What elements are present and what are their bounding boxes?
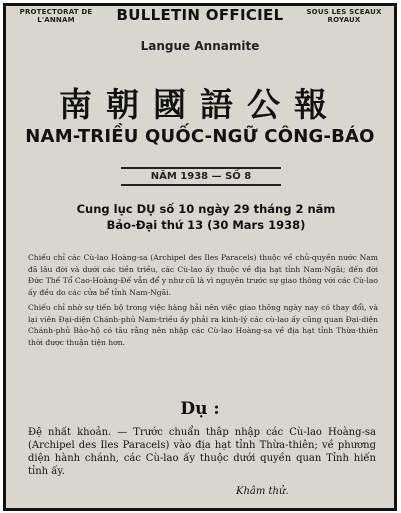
issue-number: NĂM 1938 — SỐ 8 [121, 167, 281, 186]
decree-heading-line2: Bảo-Đại thứ 13 (30 Mars 1938) [106, 218, 306, 232]
chinese-title: 南朝國語公報 [59, 85, 341, 124]
decree-heading-line1: Cung lục DỤ số 10 ngày 29 tháng 2 năm [76, 202, 336, 216]
decree-paragraph-1: Chiếu chỉ các Cù-lao Hoàng-sa (Archipel des Iles Paracels) thuộc về chủ-quyền nước Nam đã lâu đời và dưới các tiền triều, các Cù-lao ấy thuộc về địa hạt tỉnh Nam-Ngãi; đến đời Đức Thế Tổ Cao-Hoàng-Đế vẫn để y như cũ là vì nguyên trước sự giao thông với các Cù-lao ấy đều do các cửa bể tỉnh Nam-Ngãi. [28, 253, 378, 297]
seal-label: SOUS LES SCEAUX ROYAUX [306, 8, 382, 24]
decree-paragraph-2: Chiếu chỉ nhờ sự tiến bộ trong việc hàng hải nên việc giao thông ngày nay có thay đổi, và lại viên Đại-diện Chánh-phủ Nam-triều ấy phải ra kinh-lý các cù-lao ấy cũng quan Đại-diện Chánh-phủ Bảo-hộ có tâu rằng nên nhập các Cù-lao Hoàng-sa về địa hạt tỉnh Thừa-thiên thời được thuận tiện hơn. [28, 303, 378, 347]
masthead [6, 6, 394, 32]
closing-formula: Khâm thử. [236, 486, 289, 497]
decree-heading [36, 201, 376, 233]
vietnamese-title: NAM-TRIỀU QUỐC-NGỮ CÔNG-BÁO [25, 126, 375, 147]
language-subtitle: Langue Annamite [140, 39, 260, 53]
gazette-page [3, 3, 397, 511]
protectorate-label: PROTECTORAT DE L'ANNAM [19, 8, 93, 24]
article-text: Đệ nhất khoản. — Trước chuẩn thâp nhập các Cù-lao Hoàng-sa (Archipel des Iles Paracels) vào địa hạt tỉnh Thừa-thiên; về phương diện hành chánh, các Cù-lao ấy thuộc dưới quyền quan Tỉnh hiến tỉnh ấy. [28, 427, 376, 477]
bulletin-title: BULLETIN OFFICIEL [116, 6, 284, 24]
du-heading: Dụ : [180, 399, 220, 419]
